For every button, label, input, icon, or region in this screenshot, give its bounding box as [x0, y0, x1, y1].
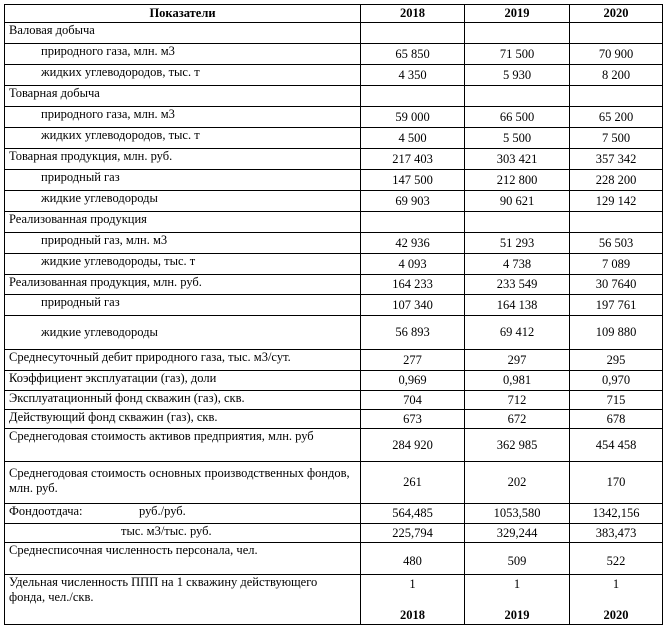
cell-2019: 297 [465, 350, 570, 371]
table-row [5, 429, 663, 462]
header-indicators: Показатели [5, 5, 361, 23]
cell-2020 [570, 86, 663, 107]
table-row [5, 86, 663, 107]
row-label: жидкие углеводороды [5, 316, 361, 350]
cell-2018: 217 403 [361, 149, 465, 170]
cell-2019: 66 500 [465, 107, 570, 128]
cell-2018 [361, 212, 465, 233]
row-label: Среднесуточный дебит природного газа, тыс. м3/сут. [5, 350, 361, 371]
row-label-fondootdacha [5, 504, 361, 524]
table-row [5, 254, 663, 275]
cell-2020: 197 761 [570, 295, 663, 316]
cell-2019: 212 800 [465, 170, 570, 191]
row-label: природный газ [5, 295, 361, 316]
cell-2019 [465, 212, 570, 233]
cell-2018: 65 850 [361, 44, 465, 65]
cell-2020: 228 200 [570, 170, 663, 191]
footer-year: 2018 [400, 607, 425, 622]
cell-2018: 673 [361, 410, 465, 429]
cell-2018: 0,969 [361, 371, 465, 391]
cell-2018: 69 903 [361, 191, 465, 212]
cell-2020: 454 458 [570, 429, 663, 462]
fondootdacha-unit: руб./руб. [139, 504, 186, 518]
table-row [5, 504, 663, 524]
value: 1 [513, 576, 521, 591]
cell-2018: 261 [361, 462, 465, 504]
header-year-2019: 2019 [465, 5, 570, 23]
cell-2018: 56 893 [361, 316, 465, 350]
cell-2018: 42 936 [361, 233, 465, 254]
fondootdacha-label: Фондоотдача: [9, 504, 83, 518]
row-label: природный газ [5, 170, 361, 191]
cell-2019: 90 621 [465, 191, 570, 212]
cell-2020 [570, 23, 663, 44]
table-row [5, 275, 663, 295]
header-year-2018: 2018 [361, 5, 465, 23]
cell-2019: 71 500 [465, 44, 570, 65]
cell-2019: 233 549 [465, 275, 570, 295]
footer-year: 2019 [504, 607, 530, 622]
table-row [5, 350, 663, 371]
cell-2019: 5 930 [465, 65, 570, 86]
header-year-2020: 2020 [570, 5, 663, 23]
cell-2018: 4 350 [361, 65, 465, 86]
value: 1 [612, 576, 620, 591]
cell-2020: 170 [570, 462, 663, 504]
cell-2020: 0,970 [570, 371, 663, 391]
row-label: Товарная продукция, млн. руб. [5, 149, 361, 170]
table-row [5, 191, 663, 212]
row-label: Среднегодовая стоимость основных производственных фондов, млн. руб. [5, 462, 361, 504]
cell-2019: 712 [465, 391, 570, 410]
cell-2019 [465, 23, 570, 44]
table-row [5, 391, 663, 410]
table-row [5, 371, 663, 391]
cell-2020: 56 503 [570, 233, 663, 254]
cell-2019: 362 985 [465, 429, 570, 462]
row-label: Удельная численность ППП на 1 скважину действующего фонда, чел./скв. [5, 575, 361, 625]
cell-2020: 109 880 [570, 316, 663, 350]
row-label: Товарная добыча [5, 86, 361, 107]
cell-2019: 51 293 [465, 233, 570, 254]
cell-2020: 383,473 [570, 524, 663, 543]
row-label: жидкие углеводороды [5, 191, 361, 212]
cell-2018: 59 000 [361, 107, 465, 128]
table-row [5, 462, 663, 504]
table-row [5, 212, 663, 233]
table-row [5, 295, 663, 316]
table-row [5, 149, 663, 170]
cell-2018: 480 [361, 543, 465, 575]
cell-2020: 7 500 [570, 128, 663, 149]
value: 1 [409, 576, 416, 591]
cell-2020 [570, 212, 663, 233]
cell-2020: 30 7640 [570, 275, 663, 295]
table-row [5, 170, 663, 191]
row-label: Среднегодовая стоимость активов предприятия, млн. руб [5, 429, 361, 462]
cell-2020: 522 [570, 543, 663, 575]
cell-2018: 107 340 [361, 295, 465, 316]
table-row [5, 44, 663, 65]
cell-2019: 303 421 [465, 149, 570, 170]
table-row [5, 128, 663, 149]
cell-2019: 1053,580 [465, 504, 570, 524]
cell-2019: 202 [465, 462, 570, 504]
table-row [5, 543, 663, 575]
table-row [5, 524, 663, 543]
row-label: Среднесписочная численность персонала, чел. [5, 543, 361, 575]
row-label: Реализованная продукция, млн. руб. [5, 275, 361, 295]
indicators-table [4, 4, 663, 625]
cell-2019: 4 738 [465, 254, 570, 275]
cell-2020: 7 089 [570, 254, 663, 275]
cell-2020: 1342,156 [570, 504, 663, 524]
table-row [5, 23, 663, 44]
row-label: природный газ, млн. м3 [5, 233, 361, 254]
cell-2019: 5 500 [465, 128, 570, 149]
table-row [5, 410, 663, 429]
cell-2018: 704 [361, 391, 465, 410]
row-label: жидких углеводородов, тыс. т [5, 65, 361, 86]
row-label: Эксплуатационный фонд скважин (газ), скв. [5, 391, 361, 410]
row-label: природного газа, млн. м3 [5, 107, 361, 128]
row-label: Реализованная продукция [5, 212, 361, 233]
cell-2018: 4 093 [361, 254, 465, 275]
cell-2019: 69 412 [465, 316, 570, 350]
row-label: природного газа, млн. м3 [5, 44, 361, 65]
cell-2019: 509 [465, 543, 570, 575]
cell-2019: 164 138 [465, 295, 570, 316]
footer-year: 2020 [603, 607, 629, 622]
cell-2019 [465, 86, 570, 107]
cell-2019: 0,981 [465, 371, 570, 391]
cell-2018 [361, 23, 465, 44]
table-row [5, 316, 663, 350]
cell-2018: 164 233 [361, 275, 465, 295]
cell-2018: 225,794 [361, 524, 465, 543]
cell-2018: 284 920 [361, 429, 465, 462]
row-label: Действующий фонд скважин (газ), скв. [5, 410, 361, 429]
cell-2020: 65 200 [570, 107, 663, 128]
row-label: жидкие углеводороды, тыс. т [5, 254, 361, 275]
cell-2018: 277 [361, 350, 465, 371]
table-row [5, 65, 663, 86]
cell-2020: 70 900 [570, 44, 663, 65]
cell-2020: 8 200 [570, 65, 663, 86]
cell-2020: 715 [570, 391, 663, 410]
cell-2019: 329,244 [465, 524, 570, 543]
cell-2020: 678 [570, 410, 663, 429]
cell-2018: 4 500 [361, 128, 465, 149]
cell-2020 [570, 575, 663, 625]
cell-2020: 129 142 [570, 191, 663, 212]
table-row [5, 107, 663, 128]
table-row [5, 233, 663, 254]
cell-2018 [361, 86, 465, 107]
row-label: Валовая добыча [5, 23, 361, 44]
row-label: тыс. м3/тыс. руб. [5, 524, 361, 543]
cell-2020: 295 [570, 350, 663, 371]
cell-2018: 564,485 [361, 504, 465, 524]
cell-2020: 357 342 [570, 149, 663, 170]
table-row [5, 575, 663, 625]
row-label: Коэффициент эксплуатации (газ), доли [5, 371, 361, 391]
cell-2018 [361, 575, 465, 625]
row-label: жидких углеводородов, тыс. т [5, 128, 361, 149]
cell-2019: 672 [465, 410, 570, 429]
cell-2019 [465, 575, 570, 625]
header-row [5, 5, 663, 23]
cell-2018: 147 500 [361, 170, 465, 191]
